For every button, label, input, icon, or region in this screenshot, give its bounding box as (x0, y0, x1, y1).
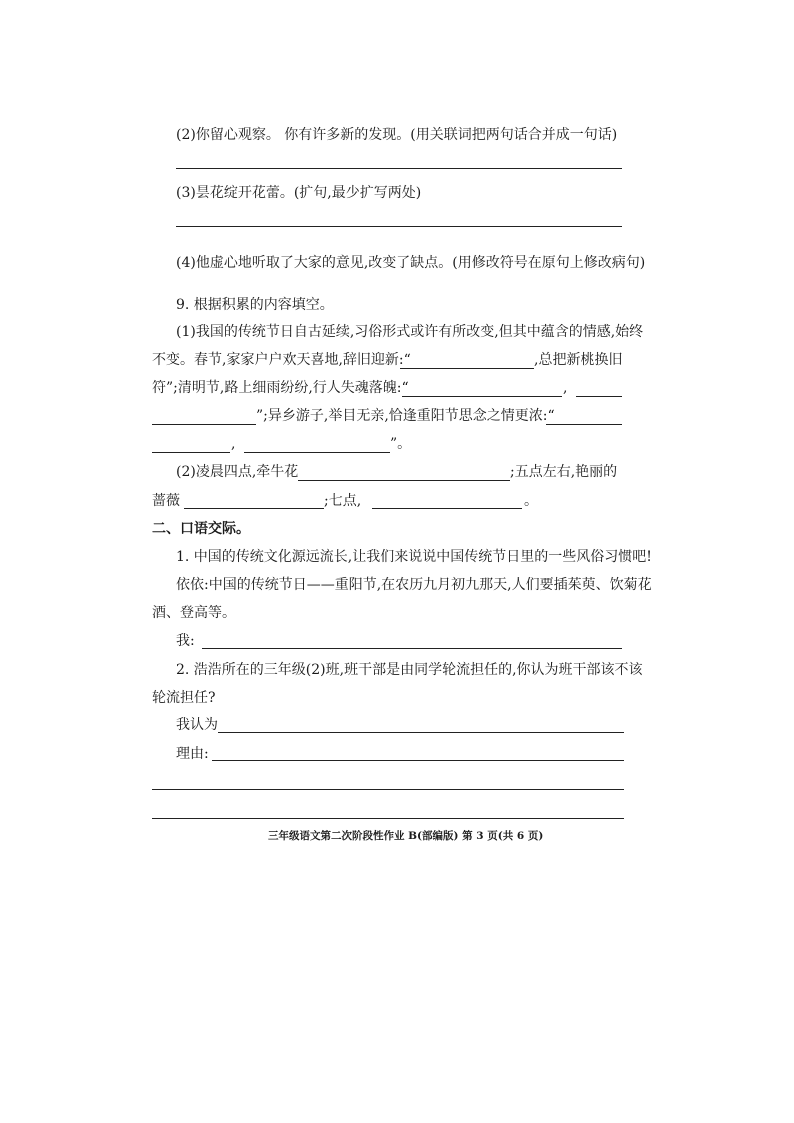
blank-chongyang-1a[interactable] (546, 424, 622, 425)
footer-rule (152, 818, 624, 819)
blank-chongyang-2[interactable] (244, 452, 390, 453)
q8-item3: (3)昙花绽开花蕾。(扩句,最少扩写两处) (176, 185, 422, 201)
q9-p1-line2b: ,总把新桃换旧 (534, 352, 623, 368)
section2-q1: 1. 中国的传统文化源远流长,让我们来说说中国传统节日里的一些风俗习惯吧! (176, 549, 652, 565)
q9-p2-line2b: ;七点, (324, 493, 362, 509)
me-label: 我: (176, 633, 195, 649)
section2-example-line1: 依依:中国的传统节日——重阳节,在农历九月初九那天,人们要插茱萸、饮菊花 (176, 577, 652, 593)
answer-line-q8-2[interactable] (176, 168, 622, 169)
blank-spring-festival[interactable] (400, 368, 534, 369)
section2-q2-line2: 轮流担任? (152, 690, 216, 706)
q9-p1-line5a: , (231, 436, 236, 452)
q9-p1-line1: (1)我国的传统节日自古延续,习俗形式或许有所改变,但其中蕴含的情感,始终 (176, 324, 644, 340)
q9-p1-line5b: ”。 (390, 436, 412, 452)
reason-label: 理由: (176, 746, 209, 762)
q9-p2-line2a: 蔷薇 (152, 493, 180, 509)
answer-line-reason[interactable] (212, 760, 624, 761)
q9-p1-line3b: , (563, 380, 568, 396)
blank-qingming-2a[interactable] (576, 396, 622, 397)
q8-item4: (4)他虚心地听取了大家的意见,改变了缺点。(用修改符号在原句上修改病句) (176, 255, 646, 271)
q9-p2-line1b: ;五点左右,艳丽的 (510, 464, 618, 480)
q9-p2-line2c: 。 (524, 493, 538, 509)
blank-seven-oclock[interactable] (372, 508, 522, 509)
q9-p1-line3a: 符”;清明节,路上细雨纷纷,行人失魂落魄:“ (152, 380, 409, 396)
answer-line-q8-3[interactable] (176, 226, 622, 227)
answer-line-i-think[interactable] (218, 732, 624, 733)
q9-p1-line2a: 不变。春节,家家户户欢天喜地,辞旧迎新:“ (152, 352, 411, 368)
q9-p1-line4a: ”;异乡游子,举目无亲,恰逢重阳节思念之情更浓:“ (256, 408, 555, 424)
q9-title: 9. 根据积累的内容填空。 (176, 297, 334, 313)
section2-example-line2: 酒、登高等。 (152, 605, 236, 621)
answer-line-me[interactable] (202, 648, 622, 649)
q8-item2: (2)你留心观察。 你有许多新的发现。(用关联词把两句话合并成一句话) (176, 127, 618, 143)
page-footer: 三年级语文第二次阶段性作业 B(部编版) 第 3 页(共 6 页) (268, 830, 544, 842)
section2-q2-line1: 2. 浩浩所在的三年级(2)班,班干部是由同学轮流担任的,你认为班干部该不该 (176, 662, 643, 678)
blank-qingming-1[interactable] (402, 396, 562, 397)
q9-p2-line1a: (2)凌晨四点,牵牛花 (176, 464, 299, 480)
blank-rose[interactable] (184, 508, 324, 509)
blank-morning-glory[interactable] (298, 480, 510, 481)
blank-qingming-2b[interactable] (152, 424, 256, 425)
section2-title: 二、口语交际。 (152, 521, 250, 537)
i-think-label: 我认为 (176, 717, 218, 733)
blank-chongyang-1b[interactable] (152, 452, 230, 453)
answer-line-reason-2[interactable] (152, 789, 624, 790)
